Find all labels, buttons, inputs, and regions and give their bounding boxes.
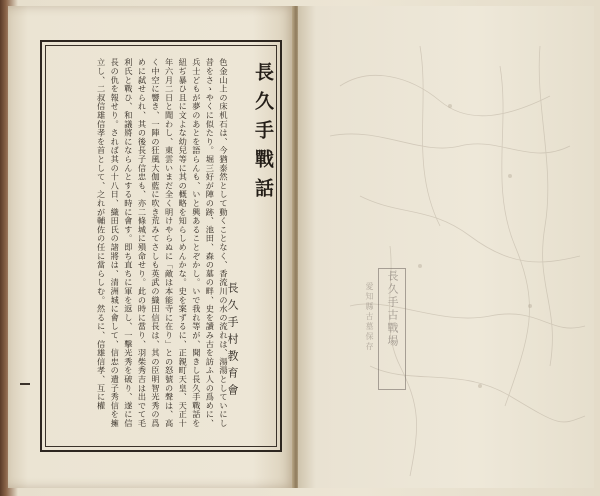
body-paragraph: 色金山上の床机石は、今猶泰然として動くことなく、香流川の水の流れは、湯湯としていにし昔をさゝやくに似たり。堀三好が陣の跡、池田、森の墓の畔、史を讀み古を訪ふ人の爲めに、兵士どもが夢のあとを語らんも、いと興あることぞかし。いで我れ等が、聞きし長久手戰話を紐ぢ暴ひ且に文よな幼兒等に其の概略を知らしめんかな。史を案ずるに、正親町天皇、天正十年六月二日と聞わし、東雲いまだ全く明けやらぬに「敵は本能寺に在り」との怒號の聲は、高く中空に響き、一陣の狂風大伽藍に吹き荒みてさしも英武の織田信長は、其の臣明智光秀の爲めに弑せられ、其の後長子信忠も、亦二條城に殞命せり。此の時に當り、羽柴秀吉は出でて毛利氏と戰ひ、和議將にならんとする時に會す。即ち直ちに軍を返し、一擊光秀を破り、遂に信長の仇を報せり。されば其の十八日、織田氏の諸將は、清洲城に會して、信忠の遺子秀信を擁立し、二叔信雄信孝を首として、之れが輔佐の任に當らしむ。然るに、信雄信孝、互に權 [96, 58, 229, 428]
right-page-stamp-subtext: 愛知縣古墓保存 [365, 282, 374, 352]
margin-mark [20, 383, 30, 385]
document-body [54, 58, 230, 428]
document-author: 長久手村教育會 [226, 282, 239, 401]
document-title: 長久手戰話 [252, 62, 274, 207]
faint-map-illustration [300, 6, 594, 488]
right-page-stamp-text: 長久手古戰場 [386, 270, 399, 348]
